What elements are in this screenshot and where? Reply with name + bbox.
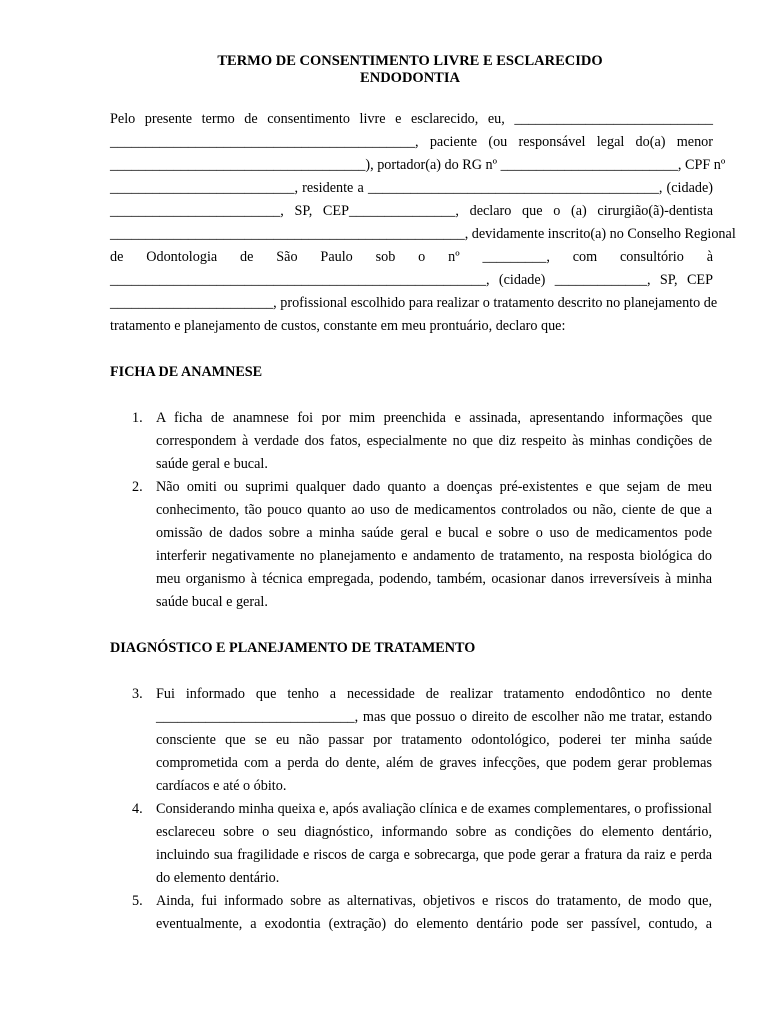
- list-item-line: cardíacos e até o óbito.: [156, 778, 287, 794]
- intro-line: Pelo presente termo de consentimento livre e esclarecido, eu, ____________________________: [110, 111, 713, 127]
- intro-line: ________________________, SP, CEP_______________, declaro que o (a) cirurgião(ã)-dentista: [110, 203, 713, 219]
- document-title-line1: TERMO DE CONSENTIMENTO LIVRE E ESCLARECIDO: [217, 53, 603, 69]
- intro-line: de Odontologia de São Paulo sob o nº _________, com consultório à: [110, 249, 713, 265]
- list-item-line: interferir negativamente no planejamento e andamento de tratamento, na resposta biológica do: [156, 548, 712, 564]
- intro-line: _______________________, profissional escolhido para realizar o tratamento descrito no planejamento de: [110, 295, 718, 311]
- list-item-number: 3.: [132, 686, 143, 702]
- list-item-line: esclareceu sobre o seu diagnóstico, informando sobre as condições do elemento dentário,: [156, 824, 712, 840]
- intro-line: _____________________________________________________, (cidade) _____________, SP, CEP: [110, 272, 713, 288]
- intro-line: ___________________________________________, paciente (ou responsável legal do(a) menor: [110, 134, 713, 150]
- list-item-line: saúde bucal e geral.: [156, 594, 268, 610]
- list-item-line: meu organismo à técnica empregada, podendo, também, ocasionar danos irreversíveis à minha: [156, 571, 712, 587]
- list-item-line: saúde geral e bucal.: [156, 456, 268, 472]
- list-item-line: A ficha de anamnese foi por mim preenchida e assinada, apresentando informações que: [156, 410, 712, 426]
- list-item-line: comprometida com a perda do dente, além de graves infecções, que podem gerar problemas: [156, 755, 712, 771]
- list-item-line: Ainda, fui informado sobre as alternativas, objetivos e riscos do tratamento, de modo que,: [156, 893, 712, 909]
- intro-line: __________________________, residente a _________________________________________, (cidade): [110, 180, 713, 196]
- list-item-number: 2.: [132, 479, 143, 495]
- list-item-number: 5.: [132, 893, 143, 909]
- section-heading-anamnese: FICHA DE ANAMNESE: [110, 364, 263, 380]
- list-item-line: Fui informado que tenho a necessidade de realizar tratamento endodôntico no dente: [156, 686, 712, 702]
- intro-line: __________________________________________________, devidamente inscrito(a) no Conselho Regional: [110, 226, 736, 242]
- list-item-line: ____________________________, mas que possuo o direito de escolher não me tratar, estando: [156, 709, 712, 725]
- list-item-line: conhecimento, tão pouco quanto ao uso de medicamentos controlados ou não, ciente de que a: [156, 502, 712, 518]
- list-item-line: correspondem à verdade dos fatos, especialmente no que diz respeito às minhas condições de: [156, 433, 712, 449]
- list-item-line: incluindo sua fragilidade e riscos de carga e sobrecarga, que pode gerar a fratura da raiz e perda: [156, 847, 712, 863]
- list-item-line: omissão de dados sobre a minha saúde geral e bucal e sobre o uso de medicamentos pode: [156, 525, 712, 541]
- list-item-line: Não omiti ou suprimi qualquer dado quanto a doenças pré-existentes e que sejam de meu: [156, 479, 712, 495]
- intro-line: ____________________________________), portador(a) do RG nº _________________________, CPF nº: [110, 157, 726, 173]
- list-item-line: do elemento dentário.: [156, 870, 280, 886]
- section-heading-diagnostico: DIAGNÓSTICO E PLANEJAMENTO DE TRATAMENTO: [110, 640, 476, 656]
- list-item-line: eventualmente, a exodontia (extração) do elemento dentário pode ser passível, contudo, a: [156, 916, 712, 932]
- list-item-number: 4.: [132, 801, 143, 817]
- list-item-line: consciente que se eu não passar por tratamento odontológico, poderei ter minha saúde: [156, 732, 712, 748]
- list-item-line: Considerando minha queixa e, após avaliação clínica e de exames complementares, o profissional: [156, 801, 712, 817]
- document-title-line2: ENDODONTIA: [360, 70, 460, 86]
- intro-line: tratamento e planejamento de custos, constante em meu prontuário, declaro que:: [110, 318, 566, 334]
- list-item-number: 1.: [132, 410, 143, 426]
